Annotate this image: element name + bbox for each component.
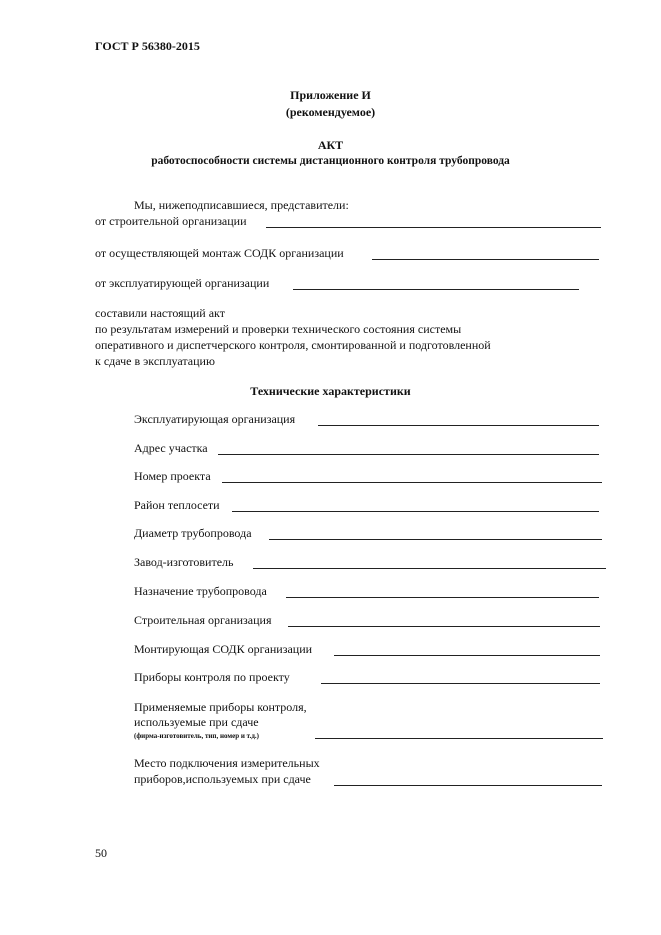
intro-row-installer: от осуществляющей монтаж СОДК организации bbox=[95, 246, 344, 260]
connection-line2: приборов,используемых при сдаче bbox=[134, 772, 311, 786]
fill-line[interactable] bbox=[293, 289, 579, 290]
field-instruments-project: Приборы контроля по проекту bbox=[134, 670, 290, 684]
statement-line: оперативного и диспетчерского контроля, смонтированной и подготовленной bbox=[95, 338, 491, 352]
intro-row-construction: от строительной организации bbox=[95, 214, 247, 228]
act-title: АКТ bbox=[317, 138, 344, 152]
appendix-subtitle: (рекомендуемое) bbox=[285, 105, 376, 119]
fill-line[interactable] bbox=[334, 785, 602, 786]
devices-line1: Применяемые приборы контроля, bbox=[134, 700, 307, 714]
devices-note: (фирма-изготовитель, тип, номер и т.д.) bbox=[134, 732, 259, 740]
field-installer-org: Монтирующая СОДК организации bbox=[134, 642, 313, 656]
fill-line[interactable] bbox=[286, 597, 599, 598]
statement-line: к сдаче в эксплуатацию bbox=[95, 354, 215, 368]
fill-line[interactable] bbox=[218, 454, 599, 455]
field-construction-org: Строительная организация bbox=[134, 613, 272, 627]
fill-line[interactable] bbox=[253, 568, 606, 569]
intro-row-operator: от эксплуатирующей организации bbox=[95, 276, 270, 290]
statement-line: по результатам измерений и проверки технического состояния системы bbox=[95, 322, 462, 336]
statement-line: составили настоящий акт bbox=[95, 306, 225, 320]
appendix-title: Приложение И bbox=[290, 88, 371, 102]
fill-line[interactable] bbox=[232, 511, 599, 512]
devices-line2: используемые при сдаче bbox=[134, 715, 259, 729]
field-manufacturer: Завод-изготовитель bbox=[134, 555, 234, 569]
field-purpose: Назначение трубопровода bbox=[134, 584, 267, 598]
fill-line[interactable] bbox=[318, 425, 599, 426]
field-diameter: Диаметр трубопровода bbox=[134, 526, 252, 540]
field-district: Район теплосети bbox=[134, 498, 220, 512]
fill-line[interactable] bbox=[266, 227, 601, 228]
standard-number: ГОСТ Р 56380-2015 bbox=[95, 39, 200, 53]
field-address: Адрес участка bbox=[134, 441, 208, 455]
tech-heading: Технические характеристики bbox=[250, 384, 411, 398]
fill-line[interactable] bbox=[288, 626, 600, 627]
field-project-number: Номер проекта bbox=[134, 469, 211, 483]
fill-line[interactable] bbox=[222, 482, 602, 483]
fill-line[interactable] bbox=[315, 738, 603, 739]
connection-line1: Место подключения измерительных bbox=[134, 756, 320, 770]
act-subtitle: работоспособности системы дистанционного контроля трубопровода bbox=[151, 155, 510, 167]
fill-line[interactable] bbox=[372, 259, 599, 260]
page-number: 50 bbox=[95, 846, 107, 860]
intro-lead: Мы, нижеподписавшиеся, представители: bbox=[134, 198, 349, 212]
fill-line[interactable] bbox=[269, 539, 602, 540]
fill-line[interactable] bbox=[321, 683, 600, 684]
fill-line[interactable] bbox=[334, 655, 600, 656]
field-operator: Эксплуатирующая организация bbox=[134, 412, 296, 426]
